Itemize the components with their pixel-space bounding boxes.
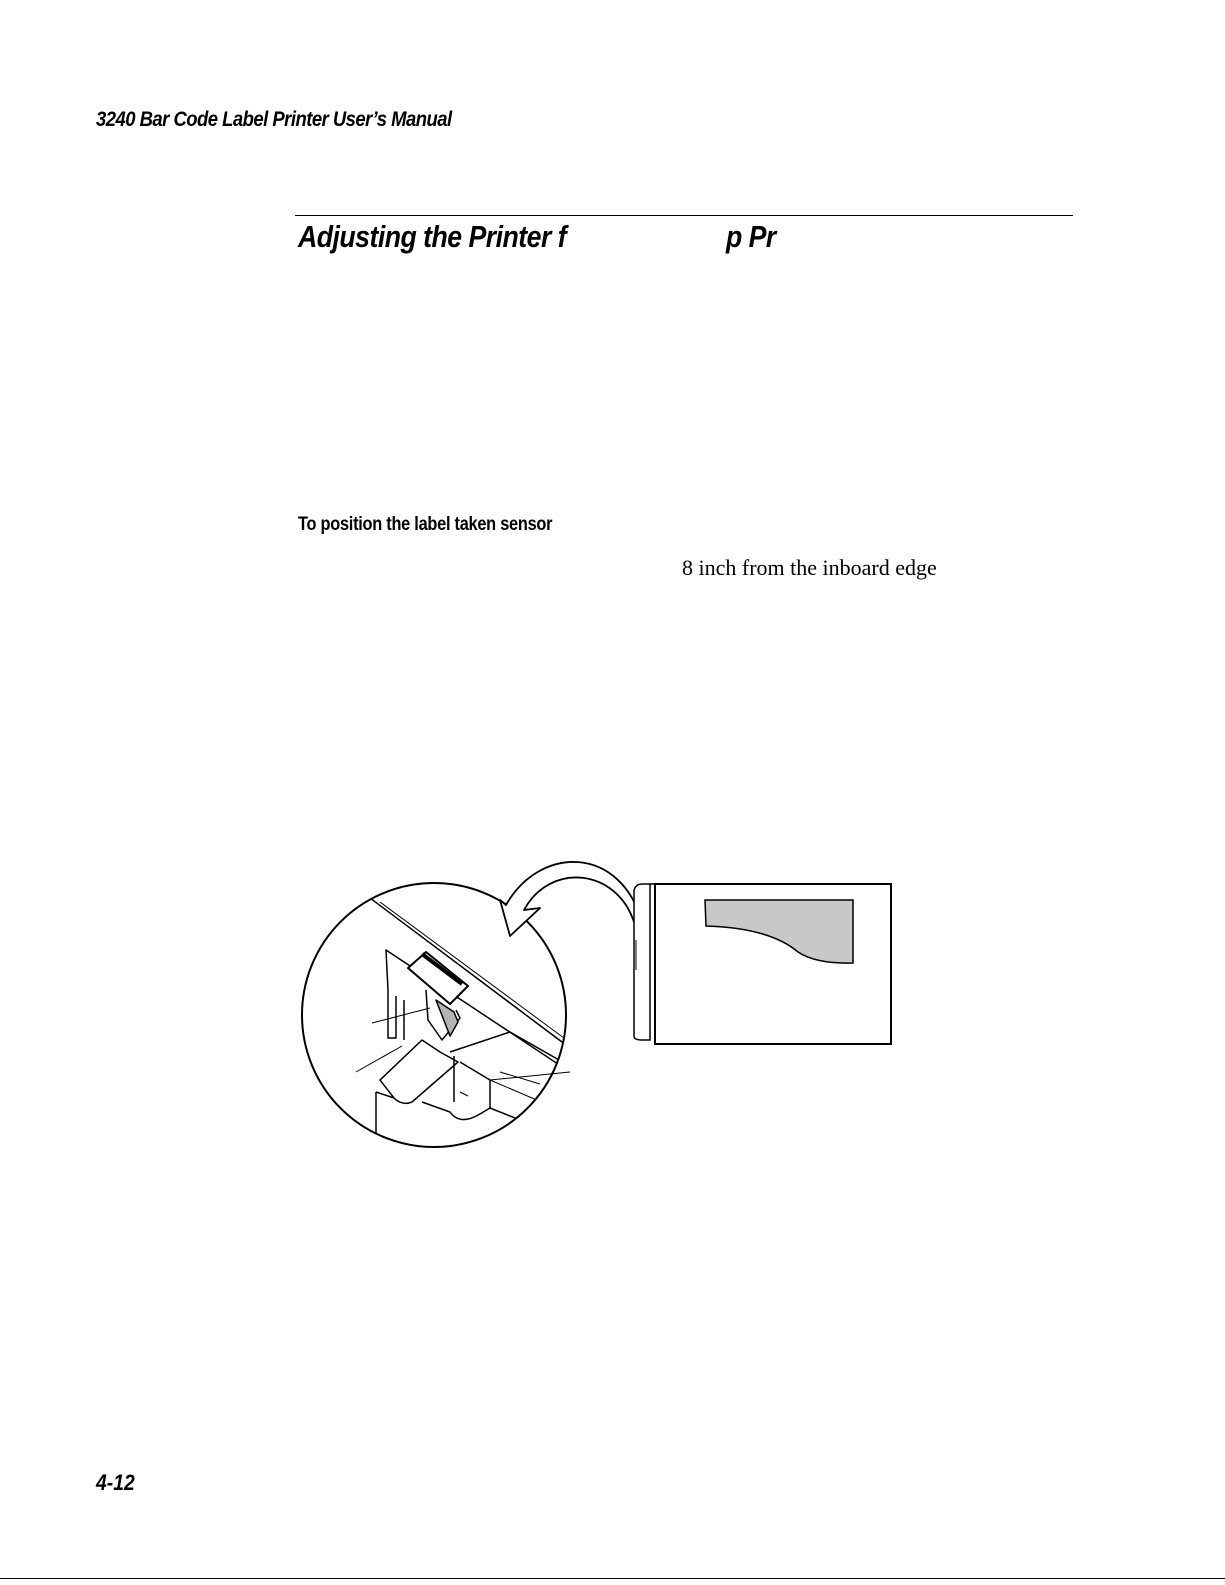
running-header: 3240 Bar Code Label Printer User’s Manual — [96, 108, 452, 131]
page-number: 4-12 — [96, 1470, 135, 1495]
label-taken-sensor-figure — [290, 840, 910, 1160]
procedure-heading: To position the label taken sensor — [298, 514, 553, 535]
figure-drawing — [290, 840, 910, 1160]
printer-overview — [634, 884, 891, 1044]
section-rule — [295, 215, 1073, 216]
page-bottom-rule — [0, 1578, 1225, 1579]
magnified-sensor-detail — [302, 883, 580, 1160]
section-title-continued: p Pr — [726, 219, 776, 254]
section-title: Adjusting the Printer f — [298, 219, 567, 254]
curved-pointer-arrow — [500, 862, 642, 936]
step-text: 8 inch from the inboard edge — [682, 555, 937, 580]
